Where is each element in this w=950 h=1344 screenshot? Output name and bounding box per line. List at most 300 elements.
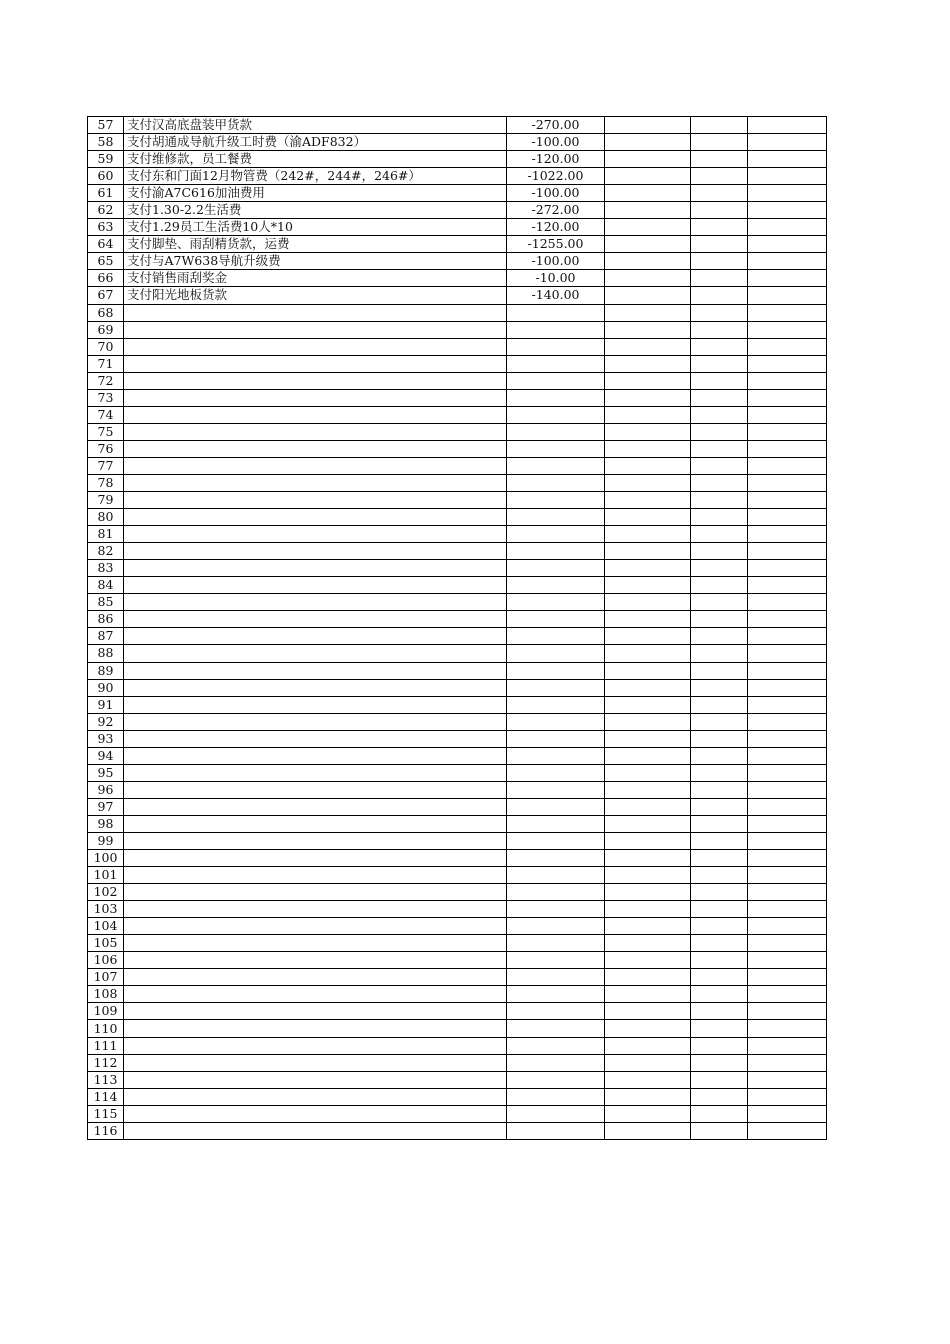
table-row bbox=[88, 1003, 827, 1020]
empty-cell bbox=[605, 423, 691, 440]
table-row bbox=[88, 679, 827, 696]
description-cell: 支付销售雨刮奖金 bbox=[124, 270, 507, 287]
row-number-cell: 82 bbox=[88, 543, 124, 560]
table-row bbox=[88, 969, 827, 986]
empty-cell bbox=[691, 798, 748, 815]
empty-cell bbox=[748, 151, 827, 168]
empty-cell bbox=[605, 1071, 691, 1088]
amount-cell bbox=[507, 764, 605, 781]
amount-cell bbox=[507, 1037, 605, 1054]
description-cell bbox=[124, 679, 507, 696]
table-row bbox=[88, 168, 827, 185]
empty-cell bbox=[691, 423, 748, 440]
description-cell bbox=[124, 1037, 507, 1054]
row-number-cell: 89 bbox=[88, 662, 124, 679]
empty-cell bbox=[605, 1020, 691, 1037]
table-row bbox=[88, 884, 827, 901]
table-row bbox=[88, 832, 827, 849]
empty-cell bbox=[748, 1071, 827, 1088]
empty-cell bbox=[605, 781, 691, 798]
description-cell bbox=[124, 781, 507, 798]
ledger-table bbox=[87, 116, 827, 1140]
table-row bbox=[88, 1122, 827, 1139]
empty-cell bbox=[605, 918, 691, 935]
empty-cell bbox=[691, 185, 748, 202]
empty-cell bbox=[748, 850, 827, 867]
description-cell bbox=[124, 986, 507, 1003]
empty-cell bbox=[605, 253, 691, 270]
row-number-cell: 66 bbox=[88, 270, 124, 287]
empty-cell bbox=[691, 253, 748, 270]
empty-cell bbox=[748, 901, 827, 918]
table-row bbox=[88, 440, 827, 457]
row-number-cell: 101 bbox=[88, 867, 124, 884]
table-row bbox=[88, 389, 827, 406]
amount-cell: -100.00 bbox=[507, 185, 605, 202]
amount-cell bbox=[507, 986, 605, 1003]
description-cell bbox=[124, 662, 507, 679]
table-row bbox=[88, 526, 827, 543]
description-cell: 支付与A7W638导航升级费 bbox=[124, 253, 507, 270]
row-number-cell: 69 bbox=[88, 321, 124, 338]
table-row bbox=[88, 1037, 827, 1054]
row-number-cell: 106 bbox=[88, 952, 124, 969]
row-number-cell: 84 bbox=[88, 577, 124, 594]
amount-cell bbox=[507, 492, 605, 509]
amount-cell: -120.00 bbox=[507, 219, 605, 236]
description-cell bbox=[124, 969, 507, 986]
empty-cell bbox=[605, 764, 691, 781]
row-number-cell: 109 bbox=[88, 1003, 124, 1020]
table-row bbox=[88, 696, 827, 713]
row-number-cell: 76 bbox=[88, 440, 124, 457]
row-number-cell: 65 bbox=[88, 253, 124, 270]
empty-cell bbox=[691, 457, 748, 474]
table-row bbox=[88, 781, 827, 798]
description-cell bbox=[124, 1071, 507, 1088]
empty-cell bbox=[748, 560, 827, 577]
row-number-cell: 74 bbox=[88, 406, 124, 423]
description-cell bbox=[124, 901, 507, 918]
empty-cell bbox=[605, 662, 691, 679]
table-row bbox=[88, 253, 827, 270]
empty-cell bbox=[691, 509, 748, 526]
empty-cell bbox=[691, 867, 748, 884]
empty-cell bbox=[748, 202, 827, 219]
row-number-cell: 68 bbox=[88, 304, 124, 321]
empty-cell bbox=[691, 134, 748, 151]
description-cell: 支付维修款，员工餐费 bbox=[124, 151, 507, 168]
description-cell bbox=[124, 509, 507, 526]
table-row bbox=[88, 355, 827, 372]
empty-cell bbox=[605, 474, 691, 491]
description-cell bbox=[124, 355, 507, 372]
amount-cell bbox=[507, 696, 605, 713]
table-row bbox=[88, 594, 827, 611]
empty-cell bbox=[605, 440, 691, 457]
amount-cell bbox=[507, 457, 605, 474]
amount-cell bbox=[507, 304, 605, 321]
empty-cell bbox=[691, 389, 748, 406]
amount-cell bbox=[507, 662, 605, 679]
table-row bbox=[88, 406, 827, 423]
table-row bbox=[88, 202, 827, 219]
table-row bbox=[88, 1088, 827, 1105]
description-cell bbox=[124, 696, 507, 713]
empty-cell bbox=[605, 935, 691, 952]
empty-cell bbox=[605, 389, 691, 406]
empty-cell bbox=[605, 168, 691, 185]
amount-cell bbox=[507, 389, 605, 406]
row-number-cell: 80 bbox=[88, 509, 124, 526]
empty-cell bbox=[691, 662, 748, 679]
empty-cell bbox=[605, 219, 691, 236]
empty-cell bbox=[691, 747, 748, 764]
empty-cell bbox=[748, 321, 827, 338]
empty-cell bbox=[691, 815, 748, 832]
empty-cell bbox=[691, 611, 748, 628]
row-number-cell: 98 bbox=[88, 815, 124, 832]
table-row bbox=[88, 1020, 827, 1037]
row-number-cell: 112 bbox=[88, 1054, 124, 1071]
description-cell bbox=[124, 338, 507, 355]
empty-cell bbox=[605, 117, 691, 134]
table-row bbox=[88, 645, 827, 662]
empty-cell bbox=[691, 781, 748, 798]
empty-cell bbox=[691, 406, 748, 423]
empty-cell bbox=[605, 850, 691, 867]
empty-cell bbox=[691, 594, 748, 611]
empty-cell bbox=[691, 168, 748, 185]
table-row bbox=[88, 219, 827, 236]
amount-cell bbox=[507, 440, 605, 457]
row-number-cell: 71 bbox=[88, 355, 124, 372]
table-row bbox=[88, 986, 827, 1003]
empty-cell bbox=[691, 713, 748, 730]
amount-cell bbox=[507, 338, 605, 355]
empty-cell bbox=[748, 935, 827, 952]
amount-cell bbox=[507, 1105, 605, 1122]
empty-cell bbox=[691, 1122, 748, 1139]
empty-cell bbox=[748, 747, 827, 764]
empty-cell bbox=[605, 406, 691, 423]
description-cell bbox=[124, 730, 507, 747]
table-row bbox=[88, 185, 827, 202]
empty-cell bbox=[691, 935, 748, 952]
empty-cell bbox=[605, 1088, 691, 1105]
amount-cell bbox=[507, 969, 605, 986]
amount-cell bbox=[507, 1054, 605, 1071]
row-number-cell: 77 bbox=[88, 457, 124, 474]
empty-cell bbox=[748, 798, 827, 815]
empty-cell bbox=[691, 918, 748, 935]
empty-cell bbox=[691, 440, 748, 457]
empty-cell bbox=[605, 798, 691, 815]
empty-cell bbox=[748, 1105, 827, 1122]
empty-cell bbox=[691, 543, 748, 560]
amount-cell bbox=[507, 867, 605, 884]
empty-cell bbox=[605, 577, 691, 594]
empty-cell bbox=[691, 986, 748, 1003]
row-number-cell: 104 bbox=[88, 918, 124, 935]
table-row bbox=[88, 287, 827, 304]
row-number-cell: 88 bbox=[88, 645, 124, 662]
amount-cell bbox=[507, 1020, 605, 1037]
table-row bbox=[88, 423, 827, 440]
empty-cell bbox=[605, 952, 691, 969]
empty-cell bbox=[691, 287, 748, 304]
empty-cell bbox=[605, 338, 691, 355]
empty-cell bbox=[748, 781, 827, 798]
empty-cell bbox=[748, 628, 827, 645]
empty-cell bbox=[748, 594, 827, 611]
empty-cell bbox=[691, 952, 748, 969]
empty-cell bbox=[605, 1122, 691, 1139]
description-cell bbox=[124, 884, 507, 901]
row-number-cell: 96 bbox=[88, 781, 124, 798]
table-row bbox=[88, 270, 827, 287]
empty-cell bbox=[748, 236, 827, 253]
amount-cell bbox=[507, 815, 605, 832]
amount-cell: -140.00 bbox=[507, 287, 605, 304]
table-row bbox=[88, 151, 827, 168]
description-cell bbox=[124, 423, 507, 440]
empty-cell bbox=[748, 185, 827, 202]
amount-cell bbox=[507, 355, 605, 372]
empty-cell bbox=[748, 457, 827, 474]
description-cell bbox=[124, 713, 507, 730]
table-row bbox=[88, 543, 827, 560]
empty-cell bbox=[748, 662, 827, 679]
description-cell bbox=[124, 611, 507, 628]
description-cell bbox=[124, 440, 507, 457]
empty-cell bbox=[748, 884, 827, 901]
empty-cell bbox=[748, 679, 827, 696]
empty-cell bbox=[605, 202, 691, 219]
table-row bbox=[88, 117, 827, 134]
table-row bbox=[88, 304, 827, 321]
description-cell bbox=[124, 526, 507, 543]
empty-cell bbox=[605, 1037, 691, 1054]
amount-cell bbox=[507, 952, 605, 969]
empty-cell bbox=[691, 560, 748, 577]
empty-cell bbox=[691, 236, 748, 253]
amount-cell bbox=[507, 321, 605, 338]
row-number-cell: 92 bbox=[88, 713, 124, 730]
table-row bbox=[88, 1054, 827, 1071]
description-cell bbox=[124, 594, 507, 611]
empty-cell bbox=[605, 815, 691, 832]
table-row bbox=[88, 338, 827, 355]
amount-cell: -1255.00 bbox=[507, 236, 605, 253]
empty-cell bbox=[691, 1020, 748, 1037]
amount-cell: -100.00 bbox=[507, 253, 605, 270]
description-cell bbox=[124, 304, 507, 321]
amount-cell: -272.00 bbox=[507, 202, 605, 219]
empty-cell bbox=[691, 832, 748, 849]
description-cell: 支付阳光地板货款 bbox=[124, 287, 507, 304]
table-row bbox=[88, 321, 827, 338]
empty-cell bbox=[605, 1003, 691, 1020]
amount-cell bbox=[507, 935, 605, 952]
empty-cell bbox=[691, 474, 748, 491]
amount-cell: -270.00 bbox=[507, 117, 605, 134]
empty-cell bbox=[748, 509, 827, 526]
empty-cell bbox=[691, 1105, 748, 1122]
row-number-cell: 91 bbox=[88, 696, 124, 713]
empty-cell bbox=[605, 560, 691, 577]
row-number-cell: 93 bbox=[88, 730, 124, 747]
empty-cell bbox=[691, 1071, 748, 1088]
amount-cell bbox=[507, 781, 605, 798]
row-number-cell: 81 bbox=[88, 526, 124, 543]
empty-cell bbox=[691, 1003, 748, 1020]
empty-cell bbox=[691, 1037, 748, 1054]
empty-cell bbox=[605, 1054, 691, 1071]
row-number-cell: 57 bbox=[88, 117, 124, 134]
amount-cell bbox=[507, 1122, 605, 1139]
table-row bbox=[88, 901, 827, 918]
empty-cell bbox=[691, 696, 748, 713]
description-cell bbox=[124, 1088, 507, 1105]
amount-cell bbox=[507, 747, 605, 764]
description-cell bbox=[124, 867, 507, 884]
table-row bbox=[88, 1071, 827, 1088]
row-number-cell: 59 bbox=[88, 151, 124, 168]
empty-cell bbox=[605, 611, 691, 628]
row-number-cell: 99 bbox=[88, 832, 124, 849]
amount-cell bbox=[507, 1088, 605, 1105]
row-number-cell: 58 bbox=[88, 134, 124, 151]
empty-cell bbox=[748, 474, 827, 491]
empty-cell bbox=[748, 406, 827, 423]
empty-cell bbox=[605, 321, 691, 338]
empty-cell bbox=[691, 577, 748, 594]
description-cell bbox=[124, 747, 507, 764]
description-cell bbox=[124, 918, 507, 935]
description-cell bbox=[124, 1105, 507, 1122]
table-row bbox=[88, 1105, 827, 1122]
empty-cell bbox=[691, 117, 748, 134]
description-cell bbox=[124, 850, 507, 867]
empty-cell bbox=[748, 543, 827, 560]
empty-cell bbox=[605, 901, 691, 918]
empty-cell bbox=[605, 1105, 691, 1122]
empty-cell bbox=[605, 134, 691, 151]
amount-cell bbox=[507, 423, 605, 440]
table-row bbox=[88, 952, 827, 969]
empty-cell bbox=[691, 219, 748, 236]
table-row bbox=[88, 713, 827, 730]
empty-cell bbox=[605, 372, 691, 389]
table-row bbox=[88, 577, 827, 594]
description-cell bbox=[124, 389, 507, 406]
amount-cell bbox=[507, 543, 605, 560]
row-number-cell: 116 bbox=[88, 1122, 124, 1139]
empty-cell bbox=[748, 287, 827, 304]
empty-cell bbox=[691, 321, 748, 338]
empty-cell bbox=[605, 509, 691, 526]
empty-cell bbox=[748, 832, 827, 849]
empty-cell bbox=[748, 134, 827, 151]
description-cell: 支付胡通成导航升级工时费（渝ADF832） bbox=[124, 134, 507, 151]
row-number-cell: 107 bbox=[88, 969, 124, 986]
description-cell: 支付1.29员工生活费10人*10 bbox=[124, 219, 507, 236]
row-number-cell: 67 bbox=[88, 287, 124, 304]
description-cell bbox=[124, 1003, 507, 1020]
empty-cell bbox=[691, 850, 748, 867]
description-cell bbox=[124, 628, 507, 645]
row-number-cell: 61 bbox=[88, 185, 124, 202]
empty-cell bbox=[748, 918, 827, 935]
empty-cell bbox=[748, 952, 827, 969]
empty-cell bbox=[748, 696, 827, 713]
row-number-cell: 114 bbox=[88, 1088, 124, 1105]
empty-cell bbox=[691, 730, 748, 747]
amount-cell: -100.00 bbox=[507, 134, 605, 151]
empty-cell bbox=[748, 867, 827, 884]
empty-cell bbox=[605, 884, 691, 901]
empty-cell bbox=[748, 219, 827, 236]
empty-cell bbox=[605, 457, 691, 474]
description-cell bbox=[124, 372, 507, 389]
empty-cell bbox=[748, 764, 827, 781]
row-number-cell: 86 bbox=[88, 611, 124, 628]
empty-cell bbox=[605, 969, 691, 986]
description-cell bbox=[124, 457, 507, 474]
empty-cell bbox=[691, 355, 748, 372]
amount-cell bbox=[507, 509, 605, 526]
table-row bbox=[88, 747, 827, 764]
empty-cell bbox=[748, 986, 827, 1003]
row-number-cell: 75 bbox=[88, 423, 124, 440]
description-cell bbox=[124, 560, 507, 577]
table-row bbox=[88, 509, 827, 526]
table-row bbox=[88, 474, 827, 491]
empty-cell bbox=[691, 645, 748, 662]
description-cell: 支付1.30-2.2生活费 bbox=[124, 202, 507, 219]
empty-cell bbox=[691, 1054, 748, 1071]
row-number-cell: 115 bbox=[88, 1105, 124, 1122]
amount-cell bbox=[507, 577, 605, 594]
empty-cell bbox=[605, 492, 691, 509]
empty-cell bbox=[748, 270, 827, 287]
empty-cell bbox=[605, 355, 691, 372]
row-number-cell: 110 bbox=[88, 1020, 124, 1037]
table-row bbox=[88, 662, 827, 679]
empty-cell bbox=[691, 1088, 748, 1105]
description-cell bbox=[124, 764, 507, 781]
row-number-cell: 70 bbox=[88, 338, 124, 355]
amount-cell bbox=[507, 918, 605, 935]
description-cell bbox=[124, 474, 507, 491]
description-cell bbox=[124, 492, 507, 509]
empty-cell bbox=[691, 628, 748, 645]
empty-cell bbox=[605, 696, 691, 713]
empty-cell bbox=[605, 236, 691, 253]
row-number-cell: 113 bbox=[88, 1071, 124, 1088]
row-number-cell: 103 bbox=[88, 901, 124, 918]
amount-cell: -10.00 bbox=[507, 270, 605, 287]
empty-cell bbox=[605, 832, 691, 849]
empty-cell bbox=[748, 1020, 827, 1037]
description-cell: 支付渝A7C616加油费用 bbox=[124, 185, 507, 202]
row-number-cell: 102 bbox=[88, 884, 124, 901]
empty-cell bbox=[605, 747, 691, 764]
empty-cell bbox=[605, 526, 691, 543]
empty-cell bbox=[748, 168, 827, 185]
empty-cell bbox=[748, 389, 827, 406]
